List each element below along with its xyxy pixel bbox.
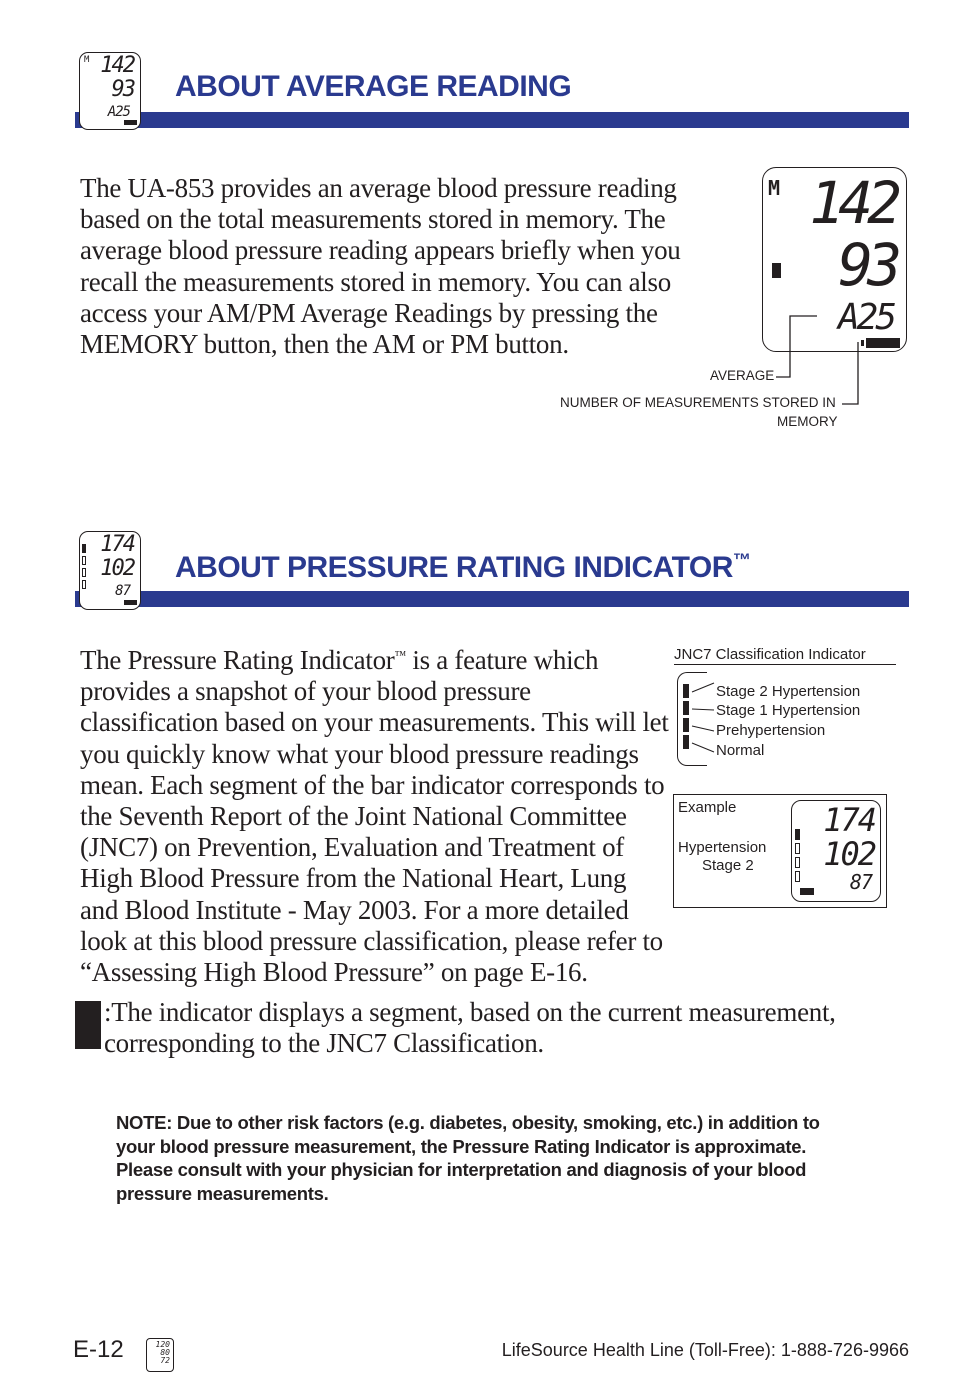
example-class-line1: Hypertension: [678, 839, 767, 856]
page-number: E-12: [73, 1336, 124, 1363]
example-systolic: 174: [823, 801, 875, 839]
label-count-line2: MEMORY: [777, 414, 838, 429]
icon-diastolic: 93: [111, 77, 134, 102]
icon-systolic: 142: [100, 53, 134, 78]
jnc7-item-normal: Normal: [716, 742, 765, 759]
trademark-mark: ™: [732, 550, 751, 570]
icon-pulse: 87: [115, 583, 130, 599]
leader-line-normal: [692, 743, 714, 752]
footer-lcd-icon: 120 80 72: [146, 1338, 174, 1372]
lcd-diastolic: 93: [838, 231, 896, 299]
section2-paragraph: The Pressure Rating Indicator™ is a feature which provides a snapshot of your blood pressure classification based on your measurements. This will let you quickly know what your blood pressure readings mean. Each segment of the bar indicator corresponds to the Seventh Report of the Joint National Committee (JNC7) on Prevention, Evaluation and Treatment of High Blood Pressure from the National Heart, Lung and Blood Institute - May 2003. For a more detailed look at this blood pressure classification, please refer to “Assessing High Blood Pressure” on page E-16.: [80, 645, 669, 988]
leader-line-stage2: [692, 683, 714, 692]
lcd-systolic: 142: [809, 169, 896, 237]
jnc7-item-stage1: Stage 1 Hypertension: [716, 702, 861, 719]
footer-helpline: LifeSource Health Line (Toll-Free): 1-888-726-9966: [501, 1340, 909, 1360]
label-average: AVERAGE: [710, 368, 775, 383]
leader-line-prehypertension: [692, 726, 714, 731]
leader-line-count: [842, 342, 858, 404]
lcd-average: A25: [837, 297, 894, 338]
leader-line-stage1: [692, 709, 714, 710]
icon-diastolic: 102: [100, 556, 134, 581]
indicator-explanation: :The indicator displays a segment, based on the current measurement, corresponding to the JNC7 Classification.: [104, 997, 836, 1059]
example-class-line2: Stage 2: [702, 857, 754, 874]
note-text: NOTE: Due to other risk factors (e.g. diabetes, obesity, smoking, etc.) in addition to your blood pressure measurement, the Pressure Rating Indicator is approximate. Please consult with your physician for interpretation and diagnosis of your blood pressure measurements.: [116, 1112, 820, 1204]
label-count-line1: NUMBER OF MEASUREMENTS STORED IN: [560, 395, 836, 410]
jnc7-item-stage2: Stage 2 Hypertension: [716, 683, 861, 700]
example-diastolic: 102: [823, 835, 875, 873]
memory-mark: M: [768, 176, 781, 200]
section1-title: ABOUT AVERAGE READING: [175, 70, 572, 103]
section2-title: ABOUT PRESSURE RATING INDICATOR™: [175, 550, 751, 584]
icon-systolic: 174: [100, 532, 134, 557]
icon-average: A25: [107, 104, 130, 120]
memory-mark: M: [84, 55, 90, 65]
section1-paragraph: The UA-853 provides an average blood pressure reading based on the total measurements stored in memory. The average blood pressure reading appears briefly when you recall the measurements stored in memory. You can also access your AM/PM Average Readings by pressing the MEMORY button, then the AM or PM button.: [80, 173, 681, 360]
example-pulse: 87: [849, 870, 872, 894]
jnc7-item-prehypertension: Prehypertension: [716, 722, 826, 739]
leader-line-average: [776, 316, 817, 377]
jnc7-title: JNC7 Classification Indicator: [674, 646, 866, 663]
example-label: Example: [678, 799, 737, 816]
